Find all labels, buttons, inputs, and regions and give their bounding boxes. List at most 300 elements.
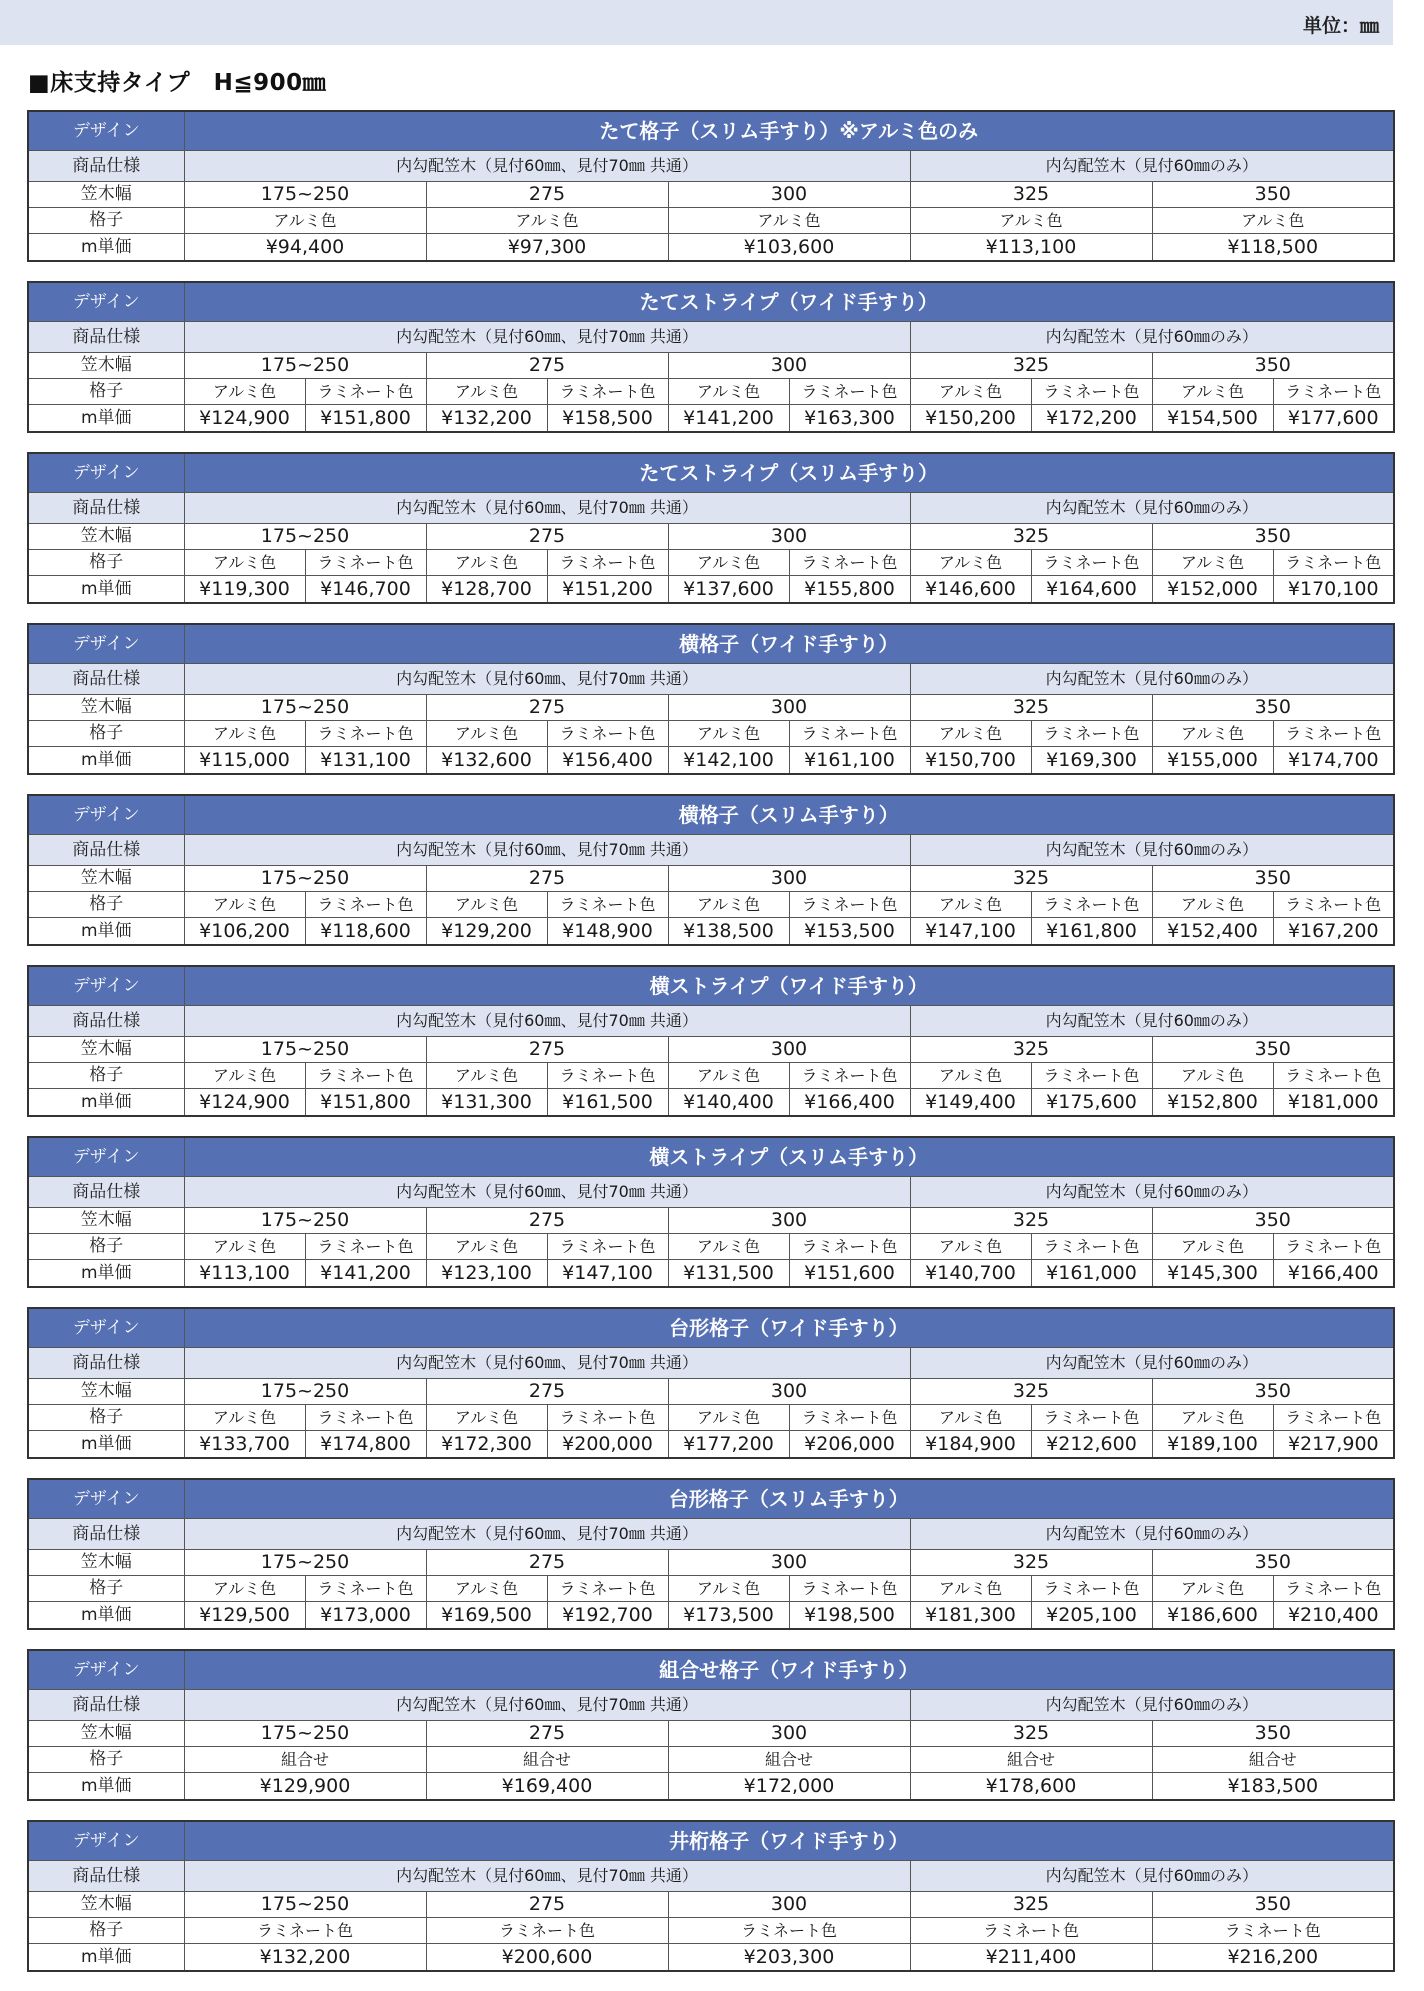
price-cell: ¥106,200 [184, 918, 305, 946]
price-cell: ¥113,100 [184, 1260, 305, 1288]
color-cell: ラミネート色 [1031, 550, 1152, 576]
design-name: たて格子（スリム手すり）※アルミ色のみ [184, 111, 1394, 151]
price-cell: ¥211,400 [910, 1944, 1152, 1972]
price-table [27, 1307, 1395, 1459]
design-name: 横格子（ワイド手すり） [184, 624, 1394, 664]
color-cell: ラミネート色 [305, 1063, 426, 1089]
price-cell: ¥115,000 [184, 747, 305, 775]
price-row [28, 1431, 1394, 1459]
design-label: デザイン [28, 453, 184, 493]
width-cell: 325 [910, 1550, 1152, 1576]
price-label: m単価 [28, 1773, 184, 1801]
spec-group-cell: 内勾配笠木（見付60㎜、見付70㎜ 共通） [184, 1861, 910, 1892]
width-cell: 300 [668, 1379, 910, 1405]
spec-group-cell: 内勾配笠木（見付60㎜のみ） [910, 1861, 1394, 1892]
spec-group-cell: 内勾配笠木（見付60㎜のみ） [910, 1006, 1394, 1037]
spec-label: 商品仕様 [28, 664, 184, 695]
width-cell: 175~250 [184, 353, 426, 379]
spec-label: 商品仕様 [28, 322, 184, 353]
price-cell: ¥94,400 [184, 234, 426, 262]
width-row [28, 1550, 1394, 1576]
price-cell: ¥164,600 [1031, 576, 1152, 604]
price-cell: ¥161,500 [547, 1089, 668, 1117]
price-cell: ¥123,100 [426, 1260, 547, 1288]
width-cell: 300 [668, 866, 910, 892]
spec-label: 商品仕様 [28, 151, 184, 182]
width-label: 笠木幅 [28, 524, 184, 550]
koshi-label: 格子 [28, 1405, 184, 1431]
price-cell: ¥118,600 [305, 918, 426, 946]
design-row [28, 966, 1394, 1006]
width-cell: 325 [910, 1379, 1152, 1405]
color-cell: アルミ色 [668, 721, 789, 747]
width-cell: 175~250 [184, 1892, 426, 1918]
design-name: 台形格子（ワイド手すり） [184, 1308, 1394, 1348]
price-cell: ¥132,200 [426, 405, 547, 433]
price-cell: ¥173,500 [668, 1602, 789, 1630]
price-cell: ¥153,500 [789, 918, 910, 946]
width-cell: 325 [910, 1208, 1152, 1234]
color-cell: アルミ色 [1152, 550, 1273, 576]
color-cell: ラミネート色 [547, 721, 668, 747]
width-cell: 350 [1152, 353, 1394, 379]
koshi-label: 格子 [28, 550, 184, 576]
color-cell: ラミネート色 [547, 892, 668, 918]
color-cell: ラミネート色 [305, 721, 426, 747]
color-cell: ラミネート色 [789, 1063, 910, 1089]
width-cell: 300 [668, 182, 910, 208]
price-cell: ¥205,100 [1031, 1602, 1152, 1630]
spec-group-cell: 内勾配笠木（見付60㎜、見付70㎜ 共通） [184, 1690, 910, 1721]
price-cell: ¥132,600 [426, 747, 547, 775]
design-label: デザイン [28, 1137, 184, 1177]
price-cell: ¥150,200 [910, 405, 1031, 433]
width-cell: 275 [426, 1721, 668, 1747]
price-cell: ¥155,800 [789, 576, 910, 604]
price-cell: ¥155,000 [1152, 747, 1273, 775]
color-cell: ラミネート色 [1273, 1576, 1394, 1602]
color-cell: アルミ色 [184, 208, 426, 234]
width-label: 笠木幅 [28, 353, 184, 379]
spec-group-cell: 内勾配笠木（見付60㎜のみ） [910, 1177, 1394, 1208]
spec-group-cell: 内勾配笠木（見付60㎜、見付70㎜ 共通） [184, 1177, 910, 1208]
color-cell: ラミネート色 [1273, 550, 1394, 576]
color-cell: アルミ色 [426, 1576, 547, 1602]
design-label: デザイン [28, 1650, 184, 1690]
spec-group-cell: 内勾配笠木（見付60㎜、見付70㎜ 共通） [184, 664, 910, 695]
price-cell: ¥200,600 [426, 1944, 668, 1972]
price-cell: ¥128,700 [426, 576, 547, 604]
price-cell: ¥141,200 [668, 405, 789, 433]
price-cell: ¥178,600 [910, 1773, 1152, 1801]
color-cell: アルミ色 [668, 892, 789, 918]
color-cell: ラミネート色 [547, 379, 668, 405]
color-cell: ラミネート色 [305, 1234, 426, 1260]
price-cell: ¥158,500 [547, 405, 668, 433]
width-cell: 350 [1152, 1550, 1394, 1576]
price-table [27, 1649, 1395, 1801]
price-cell: ¥163,300 [789, 405, 910, 433]
color-cell: アルミ色 [184, 892, 305, 918]
width-cell: 300 [668, 1208, 910, 1234]
width-row [28, 1721, 1394, 1747]
price-cell: ¥137,600 [668, 576, 789, 604]
color-cell: ラミネート色 [1031, 1576, 1152, 1602]
price-label: m単価 [28, 747, 184, 775]
width-cell: 325 [910, 866, 1152, 892]
color-cell: ラミネート色 [547, 1405, 668, 1431]
spec-row [28, 1861, 1394, 1892]
price-cell: ¥132,200 [184, 1944, 426, 1972]
price-cell: ¥210,400 [1273, 1602, 1394, 1630]
price-row [28, 405, 1394, 433]
price-cell: ¥97,300 [426, 234, 668, 262]
design-name: 組合せ格子（ワイド手すり） [184, 1650, 1394, 1690]
price-label: m単価 [28, 918, 184, 946]
spec-group-cell: 内勾配笠木（見付60㎜のみ） [910, 1690, 1394, 1721]
design-label: デザイン [28, 795, 184, 835]
color-cell: アルミ色 [910, 208, 1152, 234]
spec-group-cell: 内勾配笠木（見付60㎜のみ） [910, 1519, 1394, 1550]
design-row [28, 1821, 1394, 1861]
width-cell: 300 [668, 1721, 910, 1747]
koshi-row [28, 1576, 1394, 1602]
price-cell: ¥200,000 [547, 1431, 668, 1459]
color-cell: アルミ色 [910, 892, 1031, 918]
width-cell: 175~250 [184, 524, 426, 550]
width-cell: 275 [426, 695, 668, 721]
color-cell: アルミ色 [1152, 721, 1273, 747]
price-cell: ¥141,200 [305, 1260, 426, 1288]
width-cell: 350 [1152, 695, 1394, 721]
price-cell: ¥131,100 [305, 747, 426, 775]
width-cell: 350 [1152, 524, 1394, 550]
color-cell: ラミネート色 [1273, 1405, 1394, 1431]
design-label: デザイン [28, 111, 184, 151]
color-cell: アルミ色 [668, 1234, 789, 1260]
koshi-label: 格子 [28, 1918, 184, 1944]
width-cell: 325 [910, 1892, 1152, 1918]
width-cell: 300 [668, 1037, 910, 1063]
design-name: 横ストライプ（ワイド手すり） [184, 966, 1394, 1006]
color-cell: ラミネート色 [1152, 1918, 1394, 1944]
price-cell: ¥198,500 [789, 1602, 910, 1630]
design-row [28, 111, 1394, 151]
width-label: 笠木幅 [28, 182, 184, 208]
koshi-row [28, 550, 1394, 576]
spec-row [28, 1690, 1394, 1721]
price-cell: ¥124,900 [184, 405, 305, 433]
color-cell: ラミネート色 [789, 892, 910, 918]
color-cell: ラミネート色 [1031, 1234, 1152, 1260]
design-row [28, 1308, 1394, 1348]
color-cell: ラミネート色 [1273, 721, 1394, 747]
color-cell: アルミ色 [426, 208, 668, 234]
width-row [28, 1208, 1394, 1234]
color-cell: アルミ色 [1152, 208, 1394, 234]
color-cell: ラミネート色 [789, 550, 910, 576]
koshi-label: 格子 [28, 892, 184, 918]
design-name: 横格子（スリム手すり） [184, 795, 1394, 835]
width-cell: 275 [426, 1550, 668, 1576]
price-label: m単価 [28, 1089, 184, 1117]
price-cell: ¥146,700 [305, 576, 426, 604]
color-cell: アルミ色 [184, 1063, 305, 1089]
price-cell: ¥148,900 [547, 918, 668, 946]
color-cell: ラミネート色 [547, 1063, 668, 1089]
width-cell: 175~250 [184, 182, 426, 208]
price-cell: ¥113,100 [910, 234, 1152, 262]
price-cell: ¥172,000 [668, 1773, 910, 1801]
price-table [27, 1136, 1395, 1288]
price-label: m単価 [28, 576, 184, 604]
width-label: 笠木幅 [28, 866, 184, 892]
color-cell: ラミネート色 [789, 1234, 910, 1260]
spec-group-cell: 内勾配笠木（見付60㎜のみ） [910, 1348, 1394, 1379]
price-table [27, 1478, 1395, 1630]
price-row [28, 1602, 1394, 1630]
design-name: たてストライプ（スリム手すり） [184, 453, 1394, 493]
koshi-row [28, 208, 1394, 234]
spec-group-cell: 内勾配笠木（見付60㎜のみ） [910, 664, 1394, 695]
spec-group-cell: 内勾配笠木（見付60㎜、見付70㎜ 共通） [184, 1006, 910, 1037]
price-cell: ¥161,800 [1031, 918, 1152, 946]
color-cell: ラミネート色 [305, 550, 426, 576]
spec-row [28, 1348, 1394, 1379]
koshi-row [28, 1918, 1394, 1944]
price-table [27, 623, 1395, 775]
color-cell: アルミ色 [910, 1063, 1031, 1089]
spec-group-cell: 内勾配笠木（見付60㎜のみ） [910, 151, 1394, 182]
koshi-row [28, 1063, 1394, 1089]
price-cell: ¥203,300 [668, 1944, 910, 1972]
spec-group-cell: 内勾配笠木（見付60㎜のみ） [910, 835, 1394, 866]
design-label: デザイン [28, 1479, 184, 1519]
price-cell: ¥119,300 [184, 576, 305, 604]
spec-label: 商品仕様 [28, 1348, 184, 1379]
width-cell: 300 [668, 1550, 910, 1576]
color-cell: ラミネート色 [789, 1405, 910, 1431]
width-cell: 350 [1152, 1379, 1394, 1405]
width-row [28, 1379, 1394, 1405]
width-row [28, 182, 1394, 208]
spec-group-cell: 内勾配笠木（見付60㎜のみ） [910, 493, 1394, 524]
price-cell: ¥184,900 [910, 1431, 1031, 1459]
koshi-row [28, 892, 1394, 918]
price-cell: ¥138,500 [668, 918, 789, 946]
price-cell: ¥183,500 [1152, 1773, 1394, 1801]
price-cell: ¥147,100 [910, 918, 1031, 946]
color-cell: アルミ色 [184, 1576, 305, 1602]
width-cell: 275 [426, 1892, 668, 1918]
spec-label: 商品仕様 [28, 1006, 184, 1037]
price-table [27, 965, 1395, 1117]
price-cell: ¥129,500 [184, 1602, 305, 1630]
price-cell: ¥186,600 [1152, 1602, 1273, 1630]
width-cell: 350 [1152, 866, 1394, 892]
price-cell: ¥161,000 [1031, 1260, 1152, 1288]
price-cell: ¥124,900 [184, 1089, 305, 1117]
design-row [28, 795, 1394, 835]
design-row [28, 1650, 1394, 1690]
spec-group-cell: 内勾配笠木（見付60㎜、見付70㎜ 共通） [184, 493, 910, 524]
spec-row [28, 151, 1394, 182]
spec-group-cell: 内勾配笠木（見付60㎜、見付70㎜ 共通） [184, 835, 910, 866]
price-cell: ¥151,600 [789, 1260, 910, 1288]
design-label: デザイン [28, 282, 184, 322]
koshi-row [28, 1747, 1394, 1773]
color-cell: ラミネート色 [1273, 379, 1394, 405]
design-label: デザイン [28, 966, 184, 1006]
color-cell: ラミネート色 [1273, 1063, 1394, 1089]
color-cell: アルミ色 [910, 1576, 1031, 1602]
price-cell: ¥129,900 [184, 1773, 426, 1801]
price-cell: ¥140,700 [910, 1260, 1031, 1288]
width-cell: 325 [910, 353, 1152, 379]
color-cell: ラミネート色 [1273, 1234, 1394, 1260]
color-cell: アルミ色 [1152, 892, 1273, 918]
width-cell: 350 [1152, 1208, 1394, 1234]
design-row [28, 453, 1394, 493]
price-cell: ¥152,800 [1152, 1089, 1273, 1117]
price-cell: ¥152,400 [1152, 918, 1273, 946]
price-cell: ¥212,600 [1031, 1431, 1152, 1459]
width-cell: 300 [668, 695, 910, 721]
width-cell: 175~250 [184, 1208, 426, 1234]
price-table [27, 452, 1395, 604]
price-cell: ¥149,400 [910, 1089, 1031, 1117]
color-cell: 組合せ [426, 1747, 668, 1773]
spec-group-cell: 内勾配笠木（見付60㎜、見付70㎜ 共通） [184, 1348, 910, 1379]
price-cell: ¥173,000 [305, 1602, 426, 1630]
price-cell: ¥169,400 [426, 1773, 668, 1801]
koshi-row [28, 379, 1394, 405]
price-cell: ¥166,400 [789, 1089, 910, 1117]
width-row [28, 695, 1394, 721]
price-cell: ¥118,500 [1152, 234, 1394, 262]
color-cell: アルミ色 [668, 1405, 789, 1431]
design-label: デザイン [28, 1308, 184, 1348]
color-cell: ラミネート色 [305, 892, 426, 918]
color-cell: アルミ色 [184, 721, 305, 747]
color-cell: アルミ色 [668, 1576, 789, 1602]
price-row [28, 1089, 1394, 1117]
spec-group-cell: 内勾配笠木（見付60㎜、見付70㎜ 共通） [184, 151, 910, 182]
price-cell: ¥181,000 [1273, 1089, 1394, 1117]
price-cell: ¥206,000 [789, 1431, 910, 1459]
koshi-label: 格子 [28, 721, 184, 747]
width-cell: 275 [426, 1379, 668, 1405]
spec-label: 商品仕様 [28, 1690, 184, 1721]
color-cell: ラミネート色 [426, 1918, 668, 1944]
price-row [28, 1944, 1394, 1972]
color-cell: 組合せ [1152, 1747, 1394, 1773]
price-cell: ¥170,100 [1273, 576, 1394, 604]
price-cell: ¥131,500 [668, 1260, 789, 1288]
color-cell: ラミネート色 [668, 1918, 910, 1944]
width-cell: 275 [426, 1037, 668, 1063]
price-cell: ¥217,900 [1273, 1431, 1394, 1459]
width-cell: 175~250 [184, 1721, 426, 1747]
price-cell: ¥189,100 [1152, 1431, 1273, 1459]
design-label: デザイン [28, 1821, 184, 1861]
width-cell: 275 [426, 1208, 668, 1234]
koshi-label: 格子 [28, 379, 184, 405]
price-cell: ¥177,600 [1273, 405, 1394, 433]
width-row [28, 524, 1394, 550]
price-cell: ¥174,700 [1273, 747, 1394, 775]
width-cell: 275 [426, 353, 668, 379]
price-cell: ¥142,100 [668, 747, 789, 775]
koshi-row [28, 721, 1394, 747]
width-row [28, 1892, 1394, 1918]
width-cell: 350 [1152, 1037, 1394, 1063]
color-cell: ラミネート色 [1031, 892, 1152, 918]
color-cell: ラミネート色 [1031, 379, 1152, 405]
width-cell: 325 [910, 524, 1152, 550]
color-cell: アルミ色 [668, 550, 789, 576]
color-cell: ラミネート色 [184, 1918, 426, 1944]
width-cell: 300 [668, 1892, 910, 1918]
price-cell: ¥129,200 [426, 918, 547, 946]
color-cell: アルミ色 [426, 721, 547, 747]
width-label: 笠木幅 [28, 1037, 184, 1063]
color-cell: 組合せ [184, 1747, 426, 1773]
spec-label: 商品仕様 [28, 1861, 184, 1892]
price-cell: ¥146,600 [910, 576, 1031, 604]
price-label: m単価 [28, 1260, 184, 1288]
color-cell: アルミ色 [184, 1234, 305, 1260]
price-cell: ¥131,300 [426, 1089, 547, 1117]
color-cell: 組合せ [668, 1747, 910, 1773]
width-cell: 175~250 [184, 1037, 426, 1063]
spec-row [28, 664, 1394, 695]
price-cell: ¥161,100 [789, 747, 910, 775]
width-row [28, 866, 1394, 892]
price-cell: ¥177,200 [668, 1431, 789, 1459]
width-cell: 350 [1152, 1721, 1394, 1747]
width-cell: 350 [1152, 182, 1394, 208]
price-row [28, 234, 1394, 262]
design-name: たてストライプ（ワイド手すり） [184, 282, 1394, 322]
price-cell: ¥175,600 [1031, 1089, 1152, 1117]
price-cell: ¥169,500 [426, 1602, 547, 1630]
color-cell: アルミ色 [910, 721, 1031, 747]
spec-row [28, 1519, 1394, 1550]
price-cell: ¥151,800 [305, 1089, 426, 1117]
width-cell: 300 [668, 353, 910, 379]
color-cell: アルミ色 [1152, 379, 1273, 405]
color-cell: アルミ色 [1152, 1063, 1273, 1089]
price-cell: ¥103,600 [668, 234, 910, 262]
spec-row [28, 1006, 1394, 1037]
spec-row [28, 322, 1394, 353]
color-cell: アルミ色 [184, 379, 305, 405]
price-label: m単価 [28, 1944, 184, 1972]
width-cell: 275 [426, 524, 668, 550]
price-cell: ¥147,100 [547, 1260, 668, 1288]
color-cell: アルミ色 [1152, 1576, 1273, 1602]
width-label: 笠木幅 [28, 1550, 184, 1576]
price-cell: ¥150,700 [910, 747, 1031, 775]
width-cell: 275 [426, 866, 668, 892]
price-table [27, 281, 1395, 433]
color-cell: アルミ色 [426, 379, 547, 405]
design-name: 井桁格子（ワイド手すり） [184, 1821, 1394, 1861]
color-cell: ラミネート色 [789, 1576, 910, 1602]
price-row [28, 576, 1394, 604]
color-cell: アルミ色 [910, 1405, 1031, 1431]
